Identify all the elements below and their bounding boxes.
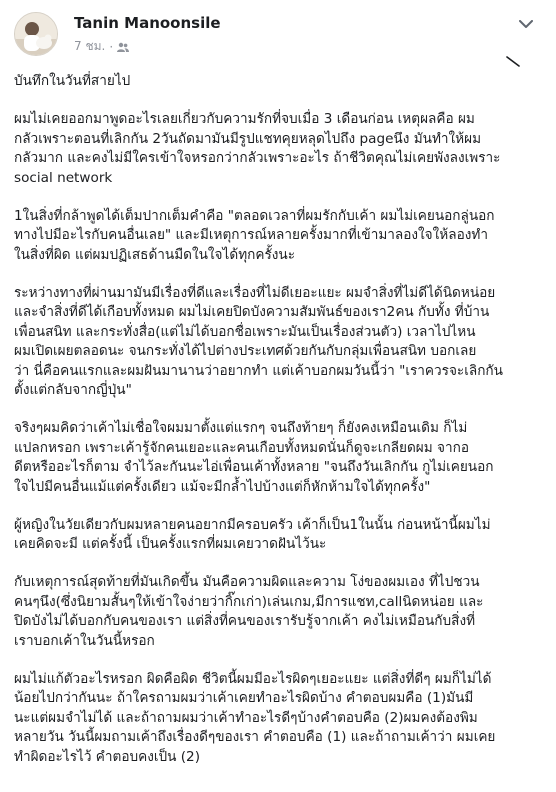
post-header — [12, 10, 544, 60]
post-text-line: เพื่อนสนิท และกระทั่งสื่อ(แต่ไม่ได้บอกชื่อเพราะมันเป็นเรื่องส่วนตัว) เวลาไปไหน — [14, 323, 476, 340]
meta-separator: · — [109, 39, 114, 54]
post-body — [14, 72, 544, 767]
post-text-line: 1ในสิ่งที่กล้าพูดได้เต็มปากเต็มคำคือ "ตลอดเวลาที่ผมรักกับเค้า ผมไม่เคยนอกลู่นอก — [14, 207, 495, 224]
post-text-line: น้อยไปกว่ากันนะ ถ้าใครถามผมว่าเค้าเคยทำอะไรผิดบ้าง คำตอบผมคือ (1)มันมี — [14, 690, 474, 706]
post-text-line: ตั้งแต่กลับจากญี่ปุ่น" — [14, 382, 132, 398]
post-text-line: ใจไปมีคนอื่นแม้แต่ครั้งเดียว แม้จะมีกล้ำไปบ้างแต่ก็หักห้ามใจได้ทุกครั้ง" — [14, 478, 431, 495]
post-text-line: จริงๆผมคิดว่าเค้าไม่เชื่อใจผมมาตั้งแต่แรกๆ จนถึงท้ายๆ ก็ยังคงเหมือนเดิม ก็ไม่ — [14, 420, 468, 436]
post-time[interactable]: 7 ชม. — [74, 39, 106, 53]
stray-mark-icon — [506, 56, 520, 68]
post-paragraph — [14, 419, 544, 497]
post-text-line: ว่า นี่คือคนแรกและผมฝันมานานว่าอยากทำ แต่เค้าบอกผมวันนี้ว่า "เราควรจะเลิกกัน — [14, 362, 503, 379]
post-text-line: ทางไปมีอะไรกับคนอื่นเลย" และมีเหตุการณ์หลายครั้งมากที่เข้ามาลองใจให้ลองทำ — [14, 227, 488, 243]
post-text-line: หลายวัน วันนี้ผมถามเค้าถึงเรื่องดีๆของเรา คำตอบคือ (1) และถ้าถามเค้าว่า ผมเคย — [14, 729, 496, 745]
post-text-line: ระหว่างทางที่ผ่านมามันมีเรื่องที่ดีและเรื่องที่ไม่ดีเยอะแยะ ผมจำสิ่งที่ไม่ดีได้นิดหน่อย — [14, 284, 496, 301]
post-text-line: เคยคิดจะมี แต่ครั้งนี้ เป็นครั้งแรกที่ผมเคยวาดฝันไว้นะ — [14, 536, 327, 552]
post-text-line: กลัวมาก และคงไม่มีใครเข้าใจหรอกว่ากลัวเพราะอะไร ถ้าชีวิตคุณไม่เคยพังลงเพราะ — [14, 150, 501, 166]
chevron-down-icon — [519, 20, 533, 28]
post-paragraph — [14, 72, 544, 92]
post-meta — [74, 37, 129, 56]
post-text-line: ทำผิดอะไรไว้ คำตอบคงเป็น (2) — [14, 748, 201, 765]
post-paragraph — [14, 516, 544, 555]
post-text-line: คนๆนึง(ซึ่งนิยามสั้นๆให้เข้าใจง่ายว่ากิ๊กเก่า)เล่นเกม,มีการแชท,callนิดหน่อย และ — [14, 593, 484, 610]
friends-icon[interactable] — [117, 42, 129, 52]
post-text-line: social network — [14, 169, 113, 186]
post-text-line: ดีตหรืออะไรก็ตาม จำไว้ละกันนะไอ่เพื่อนเค้าทั้งหลาย "จนถึงวันเลิกกัน กูไม่เคยนอก — [14, 459, 494, 475]
post-paragraph — [14, 573, 544, 651]
post-text-line: แปลกหรอก เพราะเค้ารู้จักคนเยอะและคนเกือบทั้งหมดนั่นก็ดูจะเกลียดผม จากอ — [14, 439, 470, 456]
author-name[interactable]: Tanin Manoonsile — [74, 14, 221, 32]
avatar-photo-icon — [15, 13, 57, 55]
post-text-line: ผมไม่แก้ตัวอะไรหรอก ผิดคือผิด ชีวิตนี้ผมมีอะไรผิดๆเยอะแยะ แต่สิ่งที่ดีๆ ผมก็ไม่ได้ — [14, 670, 492, 687]
post-text-line: และจำสิ่งที่ดีได้เกือบทั้งหมด ผมไม่เคยปิดบังความสัมพันธ์ของเรา2คน กับทั้ง ที่บ้าน — [14, 304, 490, 320]
post-text-line: กลัวเพราะตอนที่เลิกกัน 2วันถัดมามันมีรูปแชทคุยหลุดไปถึง pageนึง มันทำให้ผม — [14, 130, 482, 147]
post-text-line: ปิดบังไม่ได้บอกกับคนของเรา แต่สิ่งที่คนของเรารับรู้จากเค้า คงไม่เหมือนกับสิ่งที่ — [14, 613, 476, 629]
post-paragraph — [14, 284, 544, 401]
post-paragraph — [14, 110, 544, 188]
post-text-line: ในสิ่งที่ผิด แต่ผมปฏิเสธด้านมืดในใจได้ทุกครั้งนะ — [14, 246, 296, 263]
post-text-line: ผมไม่เคยออกมาพูดอะไรเลยเกี่ยวกับความรักที่จบเมื่อ 3 เดือนก่อน เหตุผลคือ ผม — [14, 111, 475, 127]
post-text-line: บันทึกในวันที่สายไป — [14, 73, 131, 89]
post-paragraph — [14, 207, 544, 266]
post-text-line: กับเหตุการณ์สุดท้ายที่มันเกิดขึ้น มันคือความผิดและความ โง่ของผมเอง ที่ไปชวน — [14, 574, 480, 590]
post-text-line: ผู้หญิงในวัยเดียวกับผมหลายคนอยากมีครอบครัว เค้าก็เป็น1ในนั้น ก่อนหน้านี้ผมไม่ — [14, 516, 491, 533]
post-paragraph — [14, 670, 544, 768]
post-options-button[interactable] — [512, 14, 540, 34]
post-text-line: ผมเปิดเผยตลอดนะ จนกระทั่งได้ไปต่างประเทศด้วยกันกับกลุ่มเพื่อนสนิท บอกเลย — [14, 343, 477, 359]
avatar[interactable] — [14, 12, 58, 56]
post-text-line: นะแต่ผมจำไม่ได้ และถ้าถามผมว่าเค้าทำอะไรดีๆบ้างคำตอบคือ (2)ผมคงต้องพิม — [14, 709, 478, 726]
post-text-line: เราบอกเค้าในวันนี้หรอก — [14, 632, 155, 649]
